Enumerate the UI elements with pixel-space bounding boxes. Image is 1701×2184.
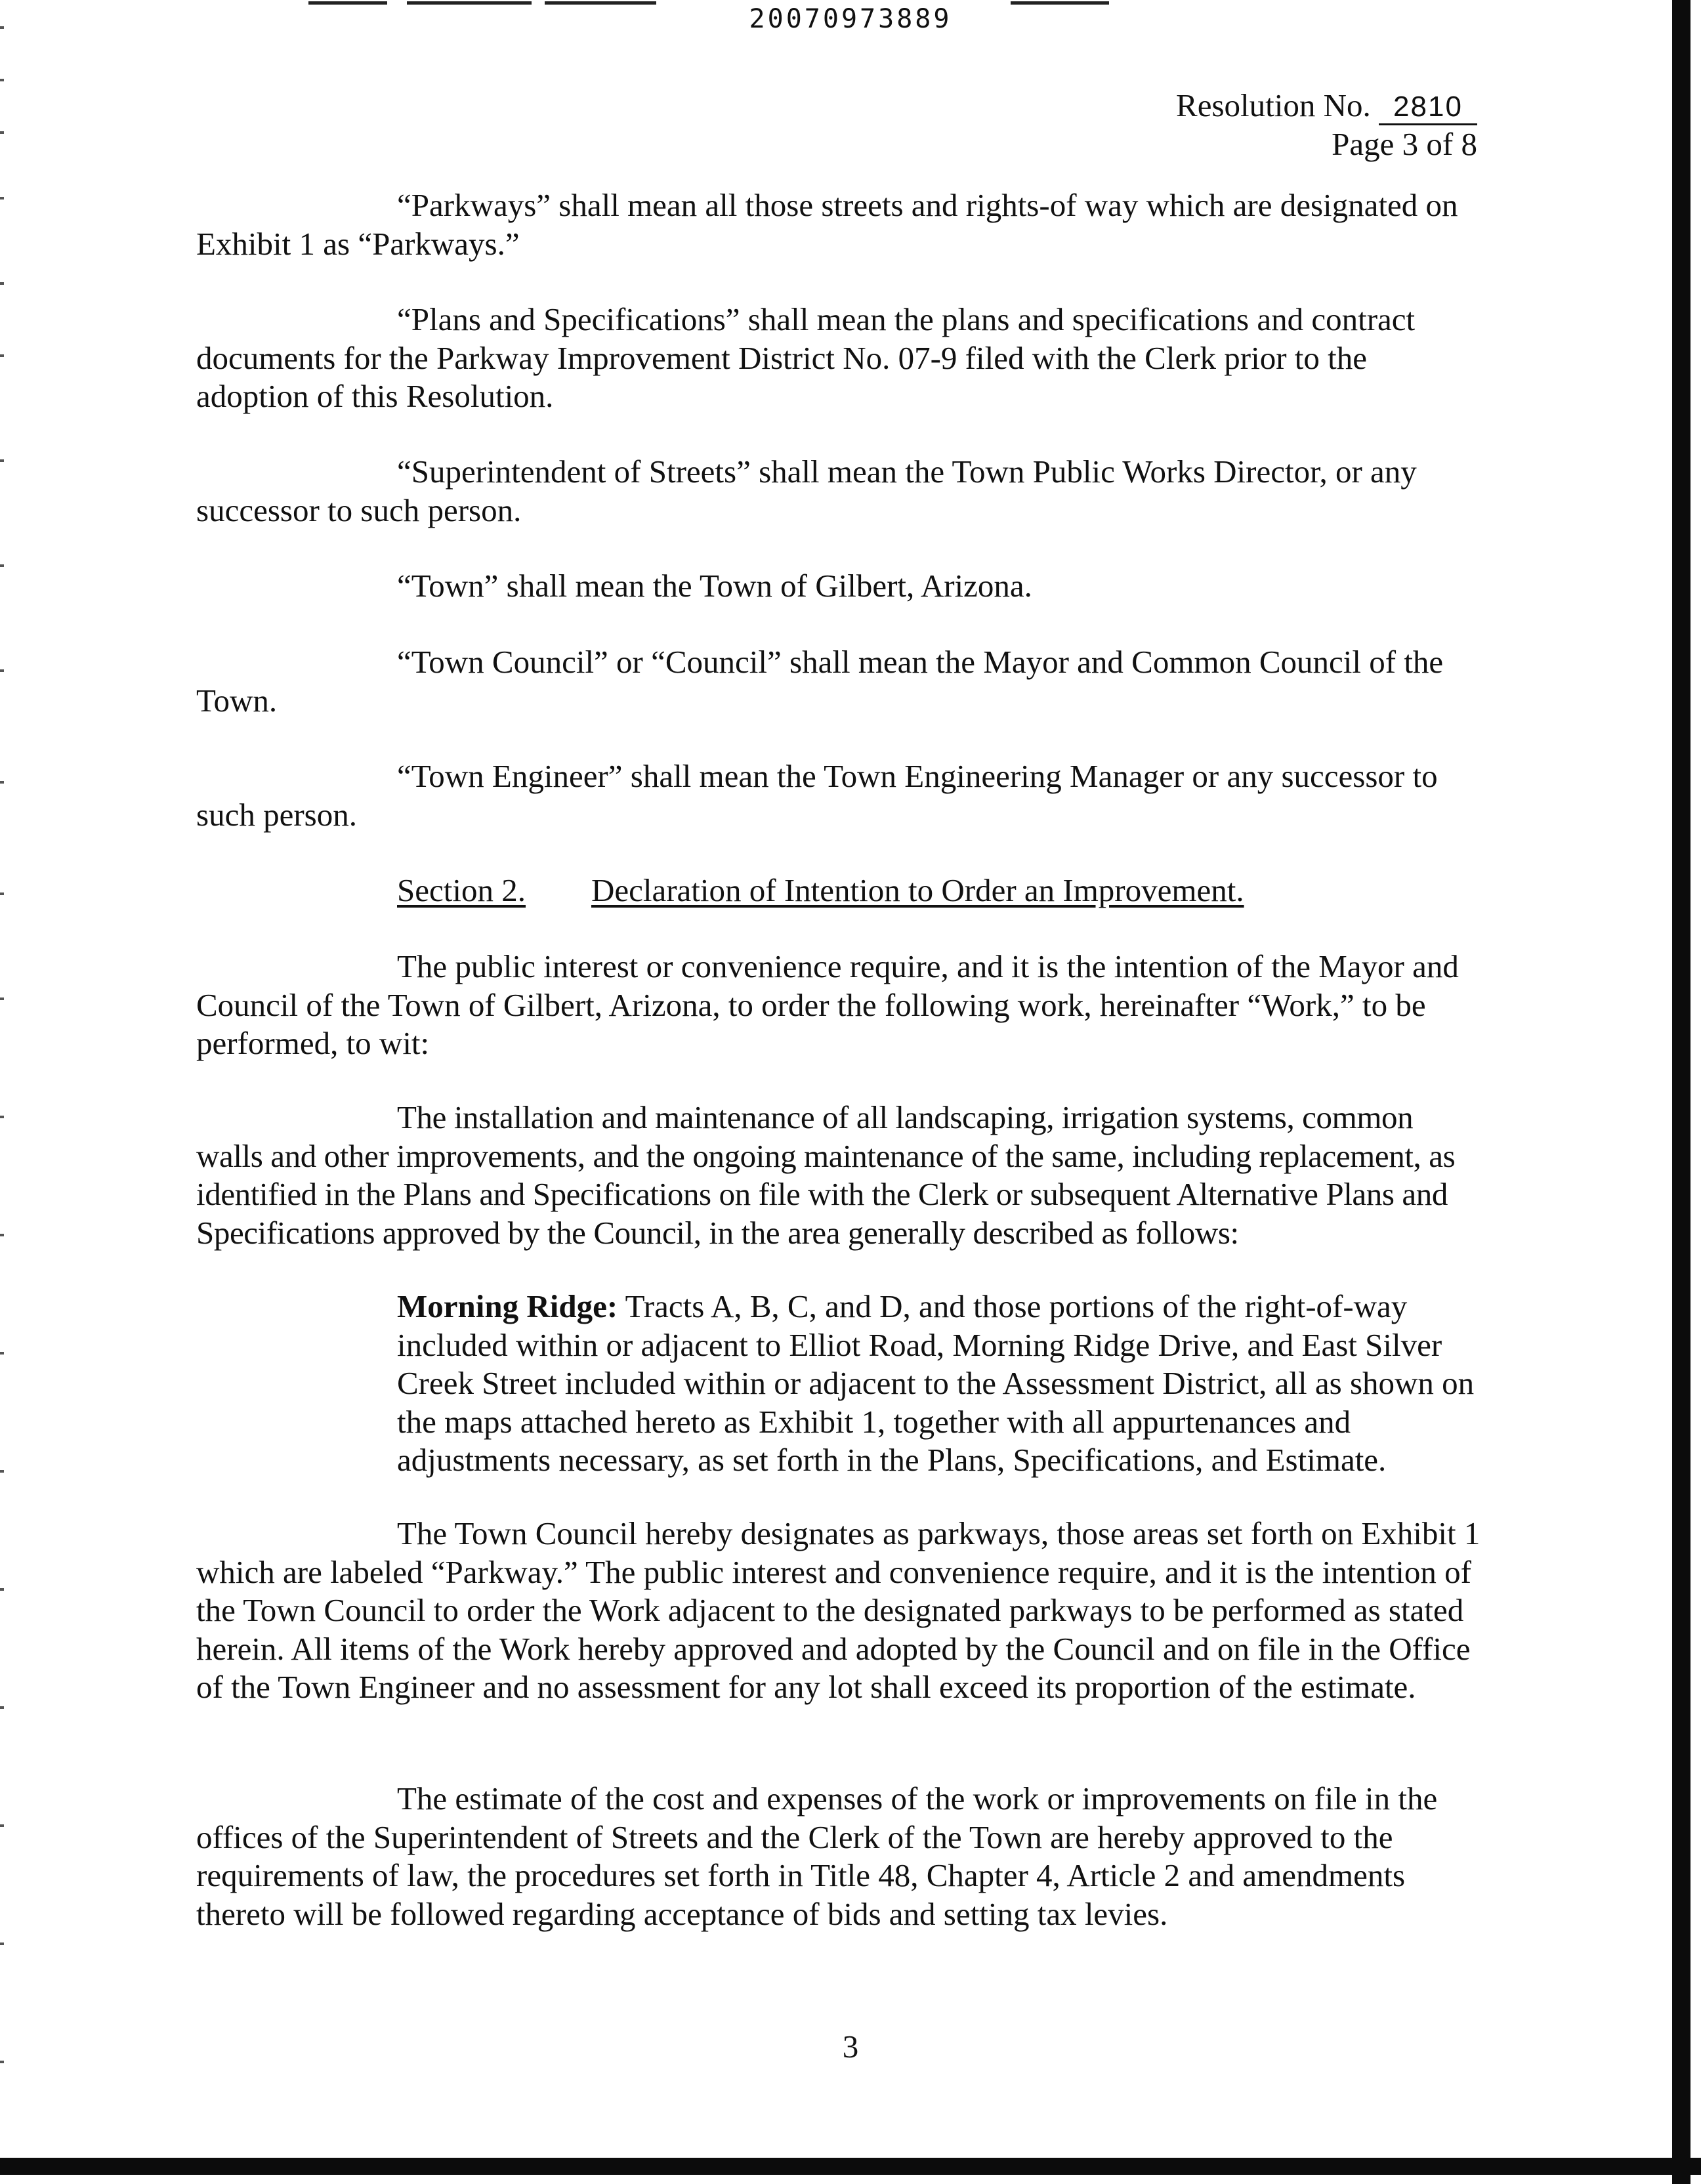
definition-superintendent-of-streets: “Superintendent of Streets” shall mean the Town Public Works Director, or any successor to such person. [196,453,1417,528]
section-heading [397,872,1244,910]
resolution-line [1176,87,1477,125]
definition-town: “Town” shall mean the Town of Gilbert, Arizona. [397,568,1032,604]
section-number: Section 2. [397,872,526,908]
definition-town-council: “Town Council” or “Council” shall mean the Mayor and Common Council of the Town. [196,644,1444,719]
scan-right-border [1672,0,1690,2184]
definition-plans-and-specifications: “Plans and Specifications” shall mean the plans and specifications and contract documents for the Parkway Improvement District No. 07-9 filed with the Clerk prior to the adoption of this Resolution. [196,301,1416,414]
resolution-label: Resolution No. [1176,87,1371,123]
section-title: Declaration of Intention to Order an Improvement. [591,872,1244,908]
installation-paragraph: The installation and maintenance of all landscaping, irrigation systems, common walls and other improvements, and the ongoing maintenance of the same, including replacement, as identified in the Plans and Specifications on file with the Clerk or subsequent Alternative Plans and Specifications approved by the Council, in the area generally described as follows: [196,1099,1456,1251]
page-number: 3 [842,2028,859,2065]
scan-bottom-border [0,2158,1701,2175]
definition-town-engineer: “Town Engineer” shall mean the Town Engineering Manager or any successor to such person. [196,758,1438,833]
recording-number: 20070973889 [749,4,952,34]
resolution-number: 2810 [1379,91,1477,125]
estimate-paragraph: The estimate of the cost and expenses of the work or improvements on file in the offices of the Superintendent of Streets and the Clerk of the Town are hereby approved to the requirements of law, the procedures set forth in Title 48, Chapter 4, Article 2 and amendments thereto will be followed regarding acceptance of bids and setting tax levies. [196,1780,1438,1932]
morning-ridge-text: Tracts A, B, C, and D, and those portions of the right-of-way included within or adjacent to Elliot Road, Morning Ridge Drive, and East Silver Creek Street included within or adjacent to the Assessment District, all as shown on the maps attached hereto as Exhibit 1, together with all appurtenances and adjustments necessary, as set forth in the Plans, Specifications, and Estimate. [397,1288,1475,1478]
definition-parkways: “Parkways” shall mean all those streets and rights-of way which are designated on Exhibit 1 as “Parkways.” [196,187,1458,262]
page-of-label: Page 3 of 8 [1332,126,1477,162]
morning-ridge-description [397,1288,1480,1480]
intention-paragraph: The public interest or convenience require, and it is the intention of the Mayor and Council of the Town of Gilbert, Arizona, to order the following work, hereinafter “Work,” to be performed, to wit: [196,948,1459,1061]
page-header [1176,87,1477,163]
parkways-paragraph: The Town Council hereby designates as parkways, those areas set forth on Exhibit 1 which are labeled “Parkway.” The public interest and convenience require, and it is the intention of the Town Council to order the Work adjacent to the designated parkways to be performed as stated herein. All items of the Work hereby approved and adopted by the Council and on file in the Office of the Town Engineer and no assessment for any lot shall exceed its proportion of the estimate. [196,1515,1480,1705]
morning-ridge-label: Morning Ridge: [397,1288,618,1324]
